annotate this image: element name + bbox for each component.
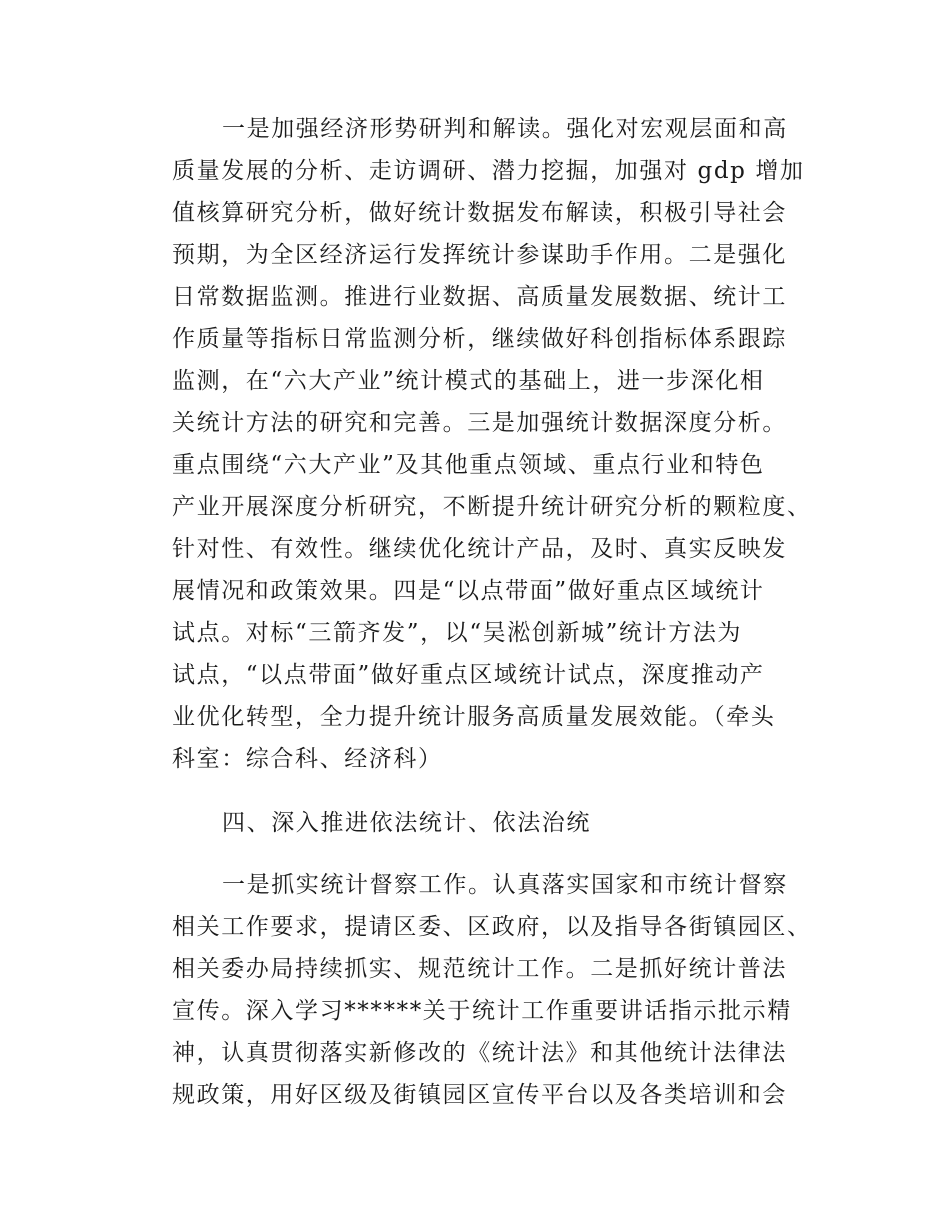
paragraph-1-line-5: 日常数据监测。推进行业数据、高质量发展数据、统计工 <box>172 284 787 310</box>
paragraph-1-line-15: 业优化转型，全力提升统计服务高质量发展效能。（牵头 <box>172 704 776 730</box>
paragraph-2-line-3: 相关委办局持续抓实、规范统计工作。二是抓好统计普法 <box>172 956 787 982</box>
paragraph-1-line-2: 质量发展的分析、走访调研、潜力挖掘，加强对 gdp 增加 <box>172 158 805 184</box>
paragraph-1-line-3: 值核算研究分析，做好统计数据发布解读，积极引导社会 <box>172 200 787 226</box>
paragraph-2-line-6: 规政策，用好区级及街镇园区宣传平台以及各类培训和会 <box>172 1082 787 1108</box>
paragraph-2-line-5: 神，认真贯彻落实新修改的《统计法》和其他统计法律法 <box>172 1040 787 1066</box>
paragraph-1-line-12: 展情况和政策效果。四是“以点带面”做好重点区域统计 <box>172 578 765 604</box>
paragraph-2-line-4: 宣传。深入学习******关于统计工作重要讲话指示批示精 <box>172 998 792 1024</box>
paragraph-1-line-16: 科室：综合科、经济科） <box>172 746 443 772</box>
paragraph-1-line-14: 试点，“以点带面”做好重点区域统计试点，深度推动产 <box>172 662 765 688</box>
section-heading: 四、深入推进依法统计、依法治统 <box>222 810 591 836</box>
paragraph-1-line-10: 产业开展深度分析研究，不断提升统计研究分析的颗粒度、 <box>172 494 812 520</box>
paragraph-1-line-11: 针对性、有效性。继续优化统计产品，及时、真实反映发 <box>172 536 787 562</box>
paragraph-1-line-4: 预期，为全区经济运行发挥统计参谋助手作用。二是强化 <box>172 242 787 268</box>
paragraph-1-line-1: 一是加强经济形势研判和解读。强化对宏观层面和高 <box>222 116 788 142</box>
paragraph-1-line-9: 重点围绕“六大产业”及其他重点领域、重点行业和特色 <box>172 452 765 478</box>
paragraph-1-line-7: 监测，在“六大产业”统计模式的基础上，进一步深化相 <box>172 368 765 394</box>
paragraph-2-line-2: 相关工作要求，提请区委、区政府，以及指导各街镇园区、 <box>172 914 812 940</box>
paragraph-1-line-6: 作质量等指标日常监测分析，继续做好科创指标体系跟踪 <box>172 326 787 352</box>
paragraph-2-line-1: 一是抓实统计督察工作。认真落实国家和市统计督察 <box>222 872 788 898</box>
paragraph-1-line-8: 关统计方法的研究和完善。三是加强统计数据深度分析。 <box>172 410 787 436</box>
paragraph-1-line-13: 试点。对标“三箭齐发”，以“吴淞创新城”统计方法为 <box>172 620 743 646</box>
